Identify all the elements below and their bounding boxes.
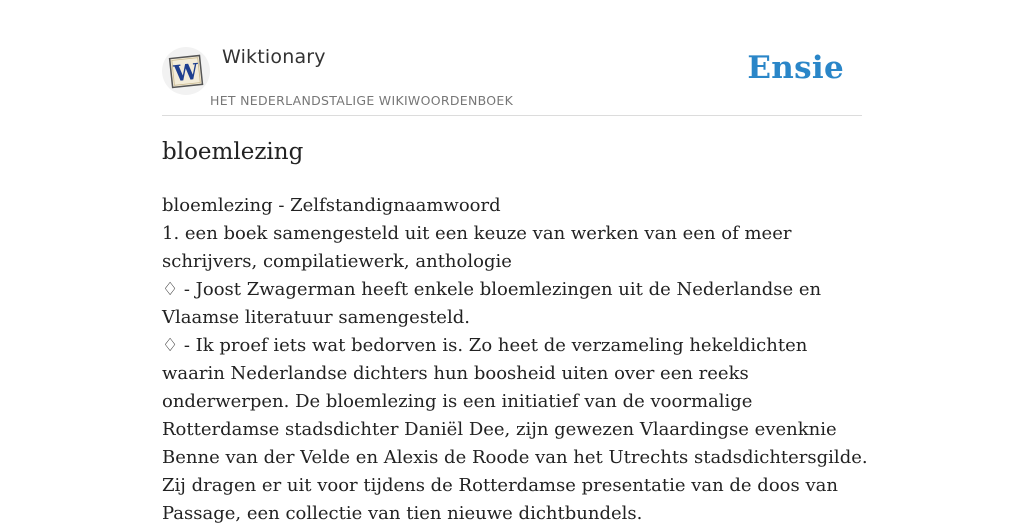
site-header (162, 40, 862, 116)
page-title: bloemlezing (162, 139, 304, 165)
site-name[interactable]: Wiktionary (222, 46, 326, 68)
part-of-speech-line: bloemlezing - Zelfstandignaamwoord (162, 195, 501, 216)
definition: 1. een boek samengesteld uit een keuze van werken van een of meer schrijvers, compilatiewerk, anthologie (162, 223, 792, 272)
wiktionary-logo-icon[interactable] (162, 47, 210, 95)
brand-logo[interactable]: Ensie (747, 50, 844, 86)
site-tagline: HET NEDERLANDSTALIGE WIKIWOORDENBOEK (210, 93, 514, 108)
entry-content (162, 192, 872, 528)
example-2: ♢ - Ik proef iets wat bedorven is. Zo heet de verzameling hekeldichten waarin Nederlandse dichters hun boosheid uiten over een reeks onderwerpen. De bloemlezing is een initiatief van de voormalige Rotterdamse stadsdichter Daniël Dee, zijn gewezen Vlaardingse evenknie Benne van der Velde en Alexis de Roode van het Utrechts stadsdichtersgilde. Zij dragen er uit voor tijdens de Rotterdamse presentatie van de doos van Passage, een collectie van tien nieuwe dichtbundels. (162, 335, 868, 524)
logo-letter: W (172, 58, 200, 88)
example-1: ♢ - Joost Zwagerman heeft enkele bloemlezingen uit de Nederlandse en Vlaamse literatuur samengesteld. (162, 279, 822, 328)
